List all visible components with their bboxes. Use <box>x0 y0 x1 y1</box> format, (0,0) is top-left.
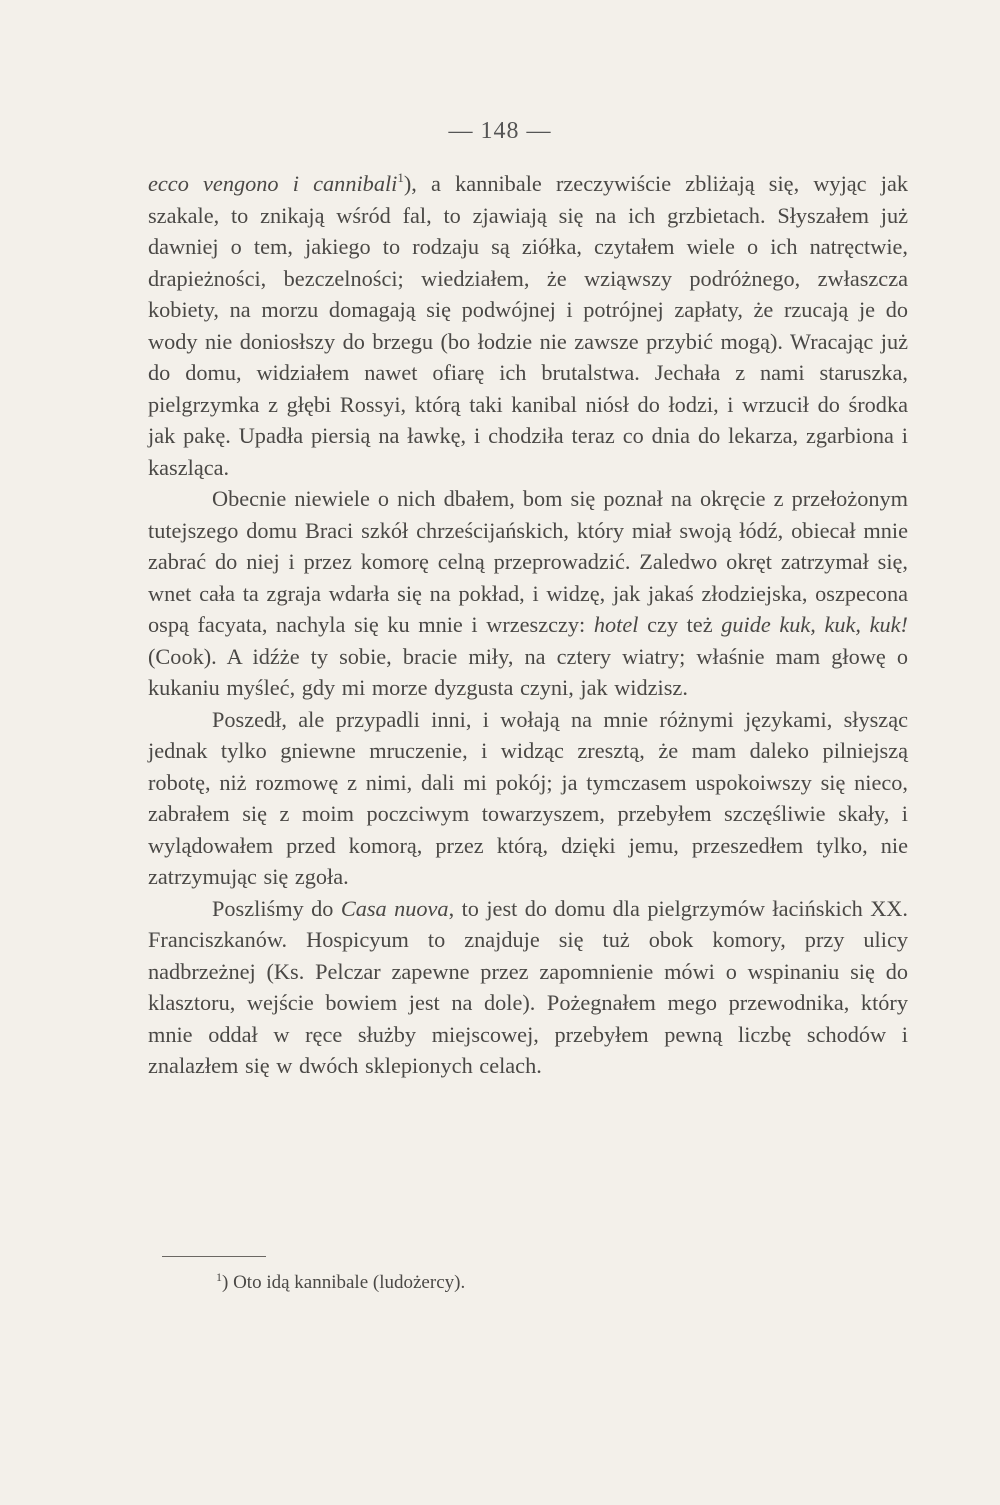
paragraph-text: ), a kannibale rzeczywiście zbliżają się, wyjąc jak szakale, to znikają wśród fal, to zjawiają się na ich grzbietach. Słyszałem już dawniej o tem, jakiego to rodzaju są ziółka, czytałem wiele o ich natręctwie, drapieżności, bezczelności; wiedziałem, że wziąwszy podróżnego, zwłaszcza kobiety, na morzu domagają się podwójnej i potrójnej zapłaty, że rzucają je do wody nie doniosłszy do brzegu (bo łodzie nie zawsze przybić mogą). Wracając już do domu, widziałem nawet ofiarę ich brutalstwa. Jechała z nami staruszka, pielgrzymka z głębi Rossyi, którą taki kanibal niósł do łodzi, i wrzucił do środka jak pakę. Upadła piersią na ławkę, i chodziła teraz co dnia do lekarza, zgarbiona i kaszląca. <box>148 171 908 480</box>
paragraph-text: Obecnie niewiele o nich dbałem, bom się poznał na okręcie z przełożonym tutejszego domu Braci szkół chrześcijańskich, który miał swoją łódź, obiecał mnie zabrać do niej i przez komorę celną przeprowadzić. Zaledwo okręt zatrzymał się, wnet cała ta zgraja wdarła się na pokład, i widzę, jak jakaś złodziejska, oszpecona ospą facyata, nachyla się ku mnie i wrzeszczy: <box>148 486 908 637</box>
italic-phrase: guide kuk, kuk, kuk! <box>721 612 908 637</box>
italic-phrase: ecco vengono i cannibali <box>148 171 398 196</box>
body-text <box>148 168 908 1082</box>
paragraph-text: czy też <box>647 612 713 637</box>
paragraph-1 <box>148 168 908 483</box>
paragraph-4 <box>148 893 908 1082</box>
footnote <box>216 1272 465 1294</box>
footnote-divider <box>162 1256 266 1257</box>
paragraph-text: Poszliśmy do <box>212 895 334 921</box>
paragraph-3: Poszedł, ale przypadli inni, i wołają na mnie różnymi językami, słysząc jednak tylko gniewne mruczenie, i widząc zresztą, że mam daleko pilniejszą robotę, niż rozmowę z nimi, dali mi pokój; ja tymczasem uspokoiwszy się nieco, zabrałem się z moim poczciwym towarzyszem, przebyłem szczęśliwie skały, i wylądowałem przed komorą, przez którą, dzięki jemu, przeszedłem tylko, nie zatrzymując się zgoła. <box>148 706 908 889</box>
footnote-text: ) Oto idą kannibale (ludożercy). <box>222 1272 466 1293</box>
italic-phrase: Casa nuova <box>340 895 449 921</box>
paragraph-2 <box>148 483 908 704</box>
footnote-reference: 1 <box>397 170 404 185</box>
paragraph-text: (Cook). A idźże ty sobie, bracie miły, na cztery wiatry; właśnie mam głowę o kukaniu myśleć, gdy mi morze dyzgusta czyni, jak widzisz. <box>148 643 908 700</box>
page-number: — 148 — <box>448 118 552 144</box>
italic-phrase: hotel <box>593 612 639 637</box>
paragraph-text: , to jest do domu dla pielgrzymów łacińskich XX. Franciszkanów. Hospicyum to znajduje się tuż obok komory, przy ulicy nadbrzeżnej (Ks. Pelczar zapewne przez zapomnienie mówi o wspinaniu się do klasztoru, wejście bowiem jest na dole). Pożegnałem mego przewodnika, który mnie oddał w ręce służby miejscowej, przebyłem pewną liczbę schodów i znalazłem się w dwóch sklepionych celach. <box>148 895 908 1078</box>
footnote-marker: 1 <box>216 1270 222 1284</box>
